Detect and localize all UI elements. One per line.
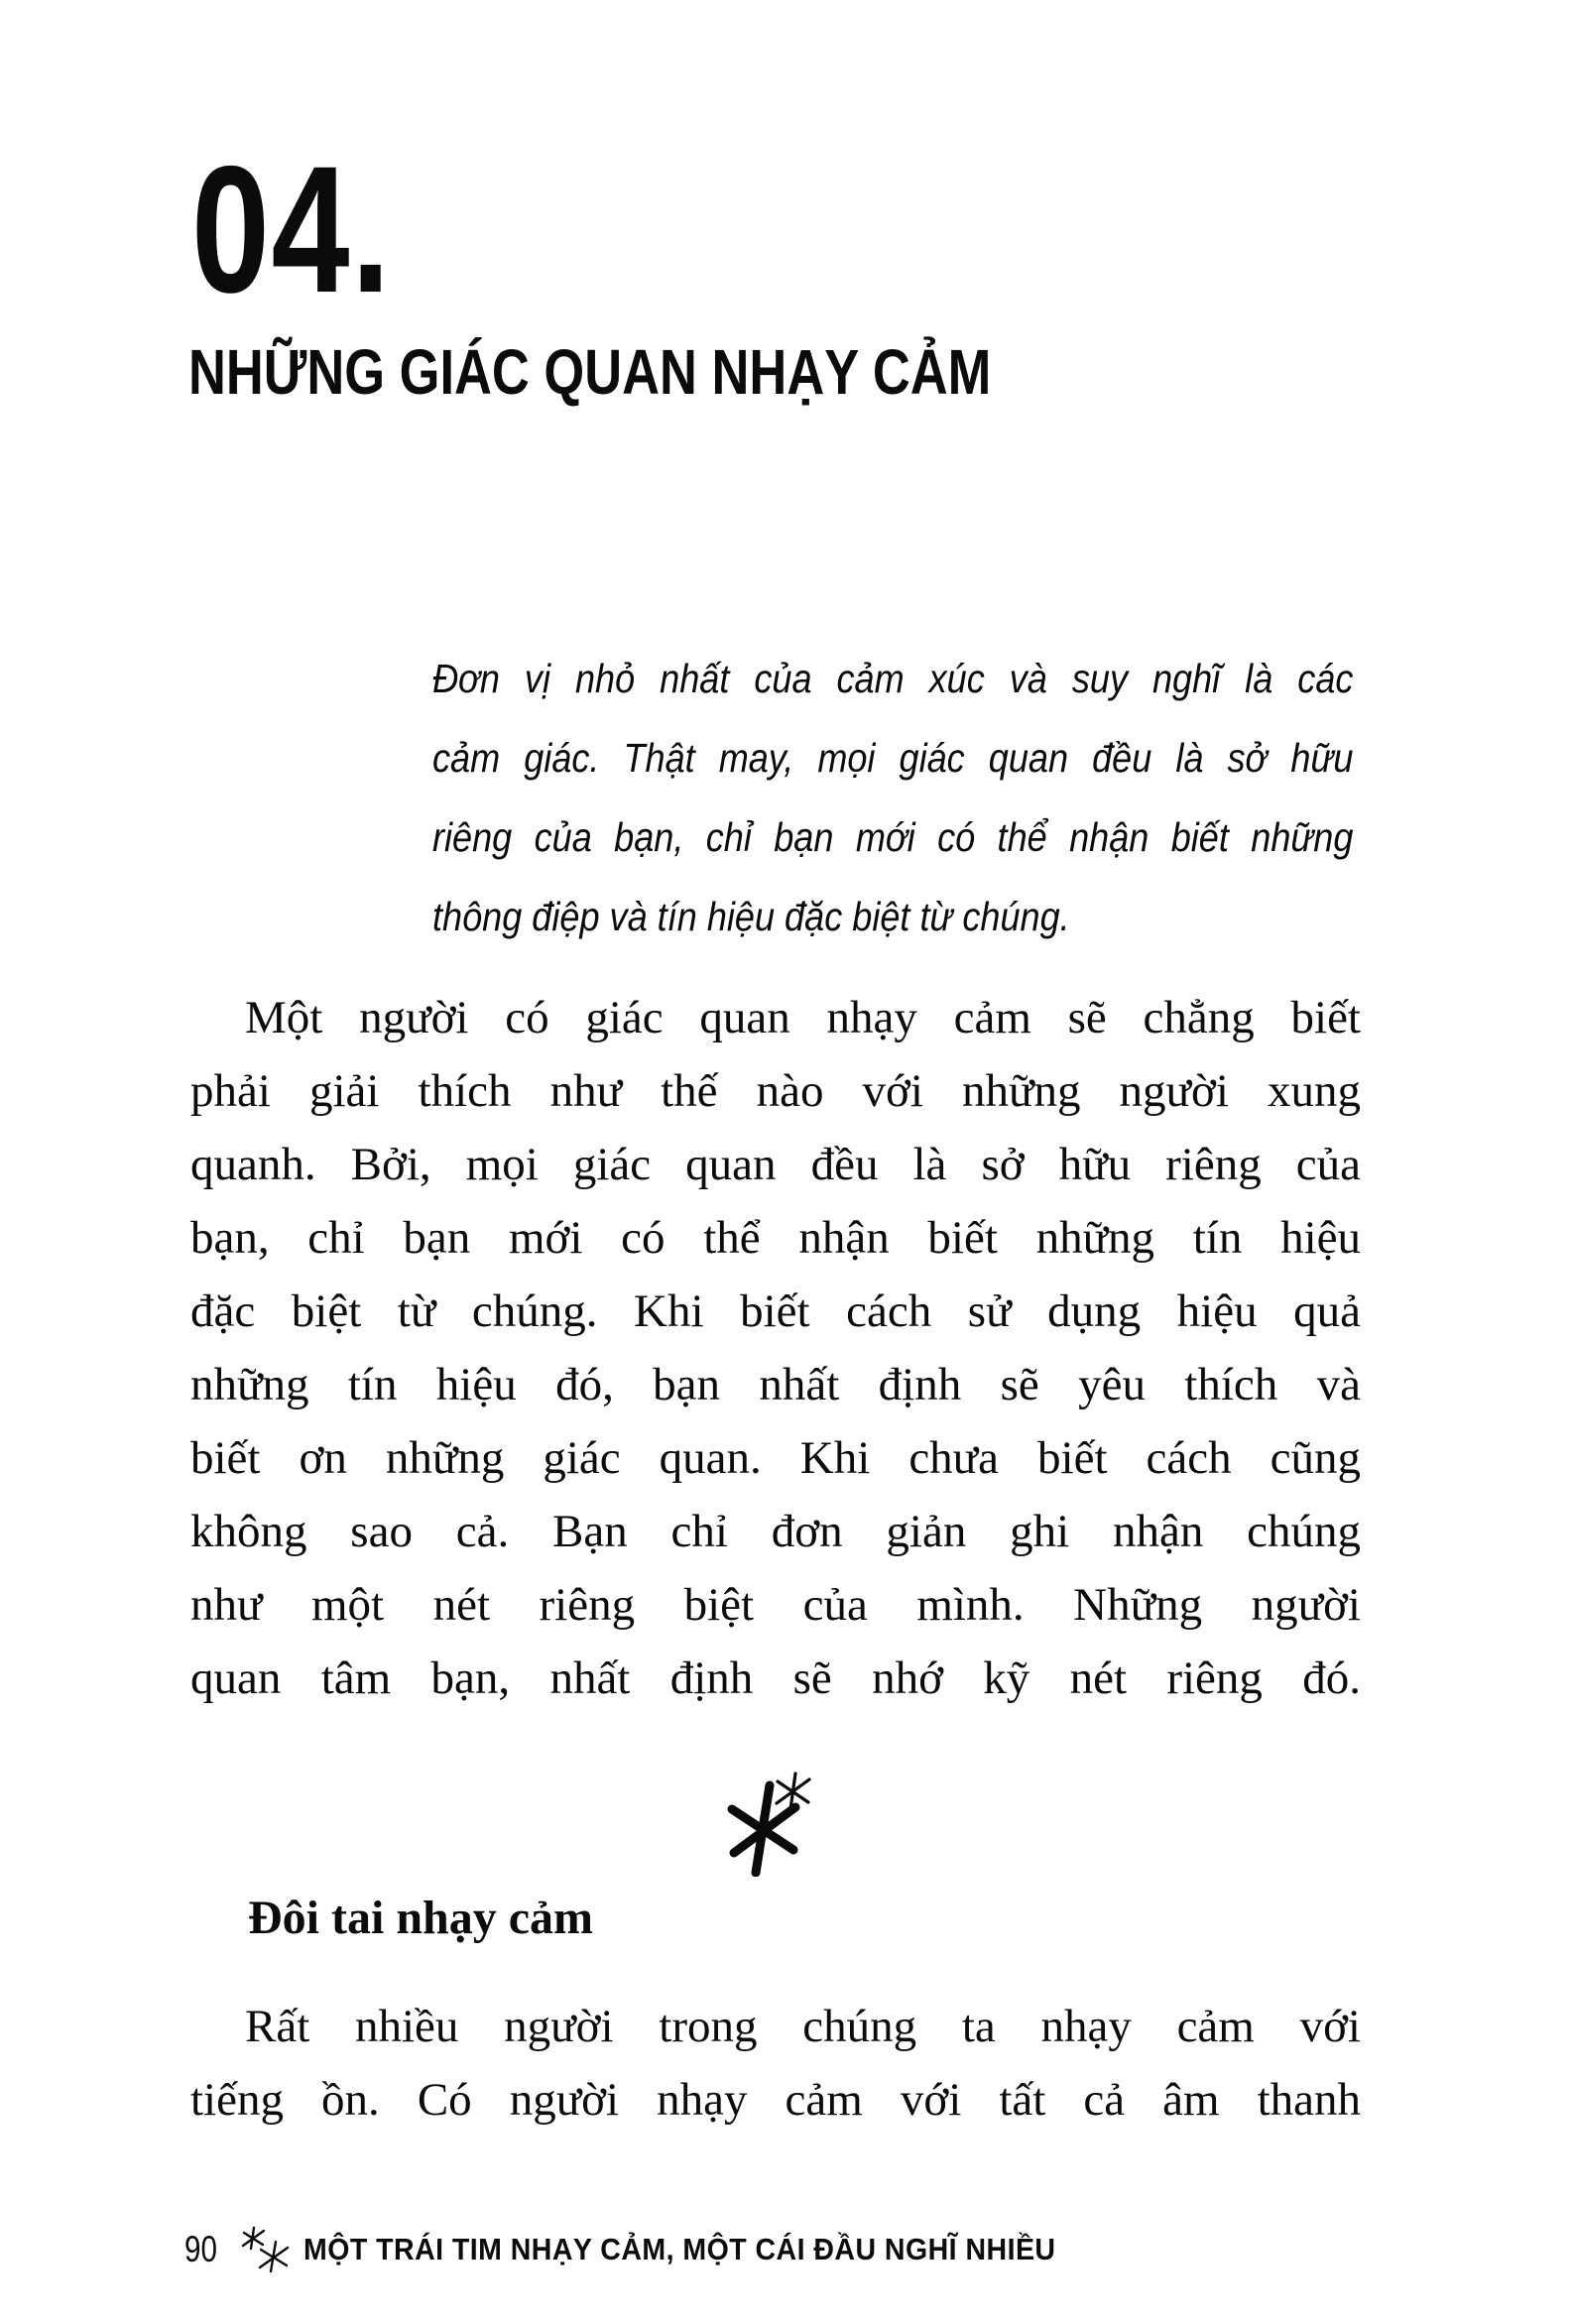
footer-asterisk-icon <box>240 2226 292 2278</box>
text-line: quanh. Bởi, mọi giác quan đều là sở hữu riêng của <box>190 1139 1361 1190</box>
page-number: 90 <box>184 2229 217 2269</box>
body-paragraph-1 <box>190 981 1361 1715</box>
text-line: không sao cả. Bạn chỉ đơn giản ghi nhận chúng <box>190 1506 1361 1557</box>
section-heading: Đôi tai nhạy cảm <box>248 1892 593 1944</box>
text-line: đặc biệt từ chúng. Khi biết cách sử dụng hiệu quả <box>190 1285 1361 1337</box>
section-divider-asterisk-icon <box>712 1772 831 1882</box>
chapter-title: NHỮNG GIÁC QUAN NHẠY CẢM <box>188 336 992 408</box>
text-line: Rất nhiều người trong chúng ta nhạy cảm với <box>245 2001 1361 2052</box>
text-line: Một người có giác quan nhạy cảm sẽ chẳng biết <box>245 992 1361 1043</box>
quote-line: thông điệp và tín hiệu đặc biệt từ chúng. <box>432 894 1070 939</box>
text-line: phải giải thích như thế nào với những người xung <box>190 1065 1361 1117</box>
quote-line: riêng của bạn, chỉ bạn mới có thể nhận biết những <box>432 814 1354 860</box>
text-line: bạn, chỉ bạn mới có thể nhận biết những tín hiệu <box>190 1212 1361 1264</box>
chapter-number: 04. <box>191 128 393 330</box>
text-line: tiếng ồn. Có người nhạy cảm với tất cả âm thanh <box>190 2074 1361 2126</box>
text-line: những tín hiệu đó, bạn nhất định sẽ yêu thích và <box>190 1359 1361 1410</box>
intro-quote <box>432 639 1353 956</box>
quote-line: cảm giác. Thật may, mọi giác quan đều là sở hữu <box>432 735 1354 781</box>
text-line: quan tâm bạn, nhất định sẽ nhớ kỹ nét riêng đó. <box>190 1652 1361 1704</box>
book-title: MỘT TRÁI TIM NHẠY CẢM, MỘT CÁI ĐẦU NGHĨ NHIỀU <box>303 2232 1056 2266</box>
text-line: như một nét riêng biệt của mình. Những người <box>190 1579 1361 1631</box>
body-paragraph-2 <box>190 1990 1361 2137</box>
text-line: biết ơn những giác quan. Khi chưa biết cách cũng <box>190 1432 1361 1484</box>
quote-line: Đơn vị nhỏ nhất của cảm xúc và suy nghĩ là các <box>432 656 1354 701</box>
